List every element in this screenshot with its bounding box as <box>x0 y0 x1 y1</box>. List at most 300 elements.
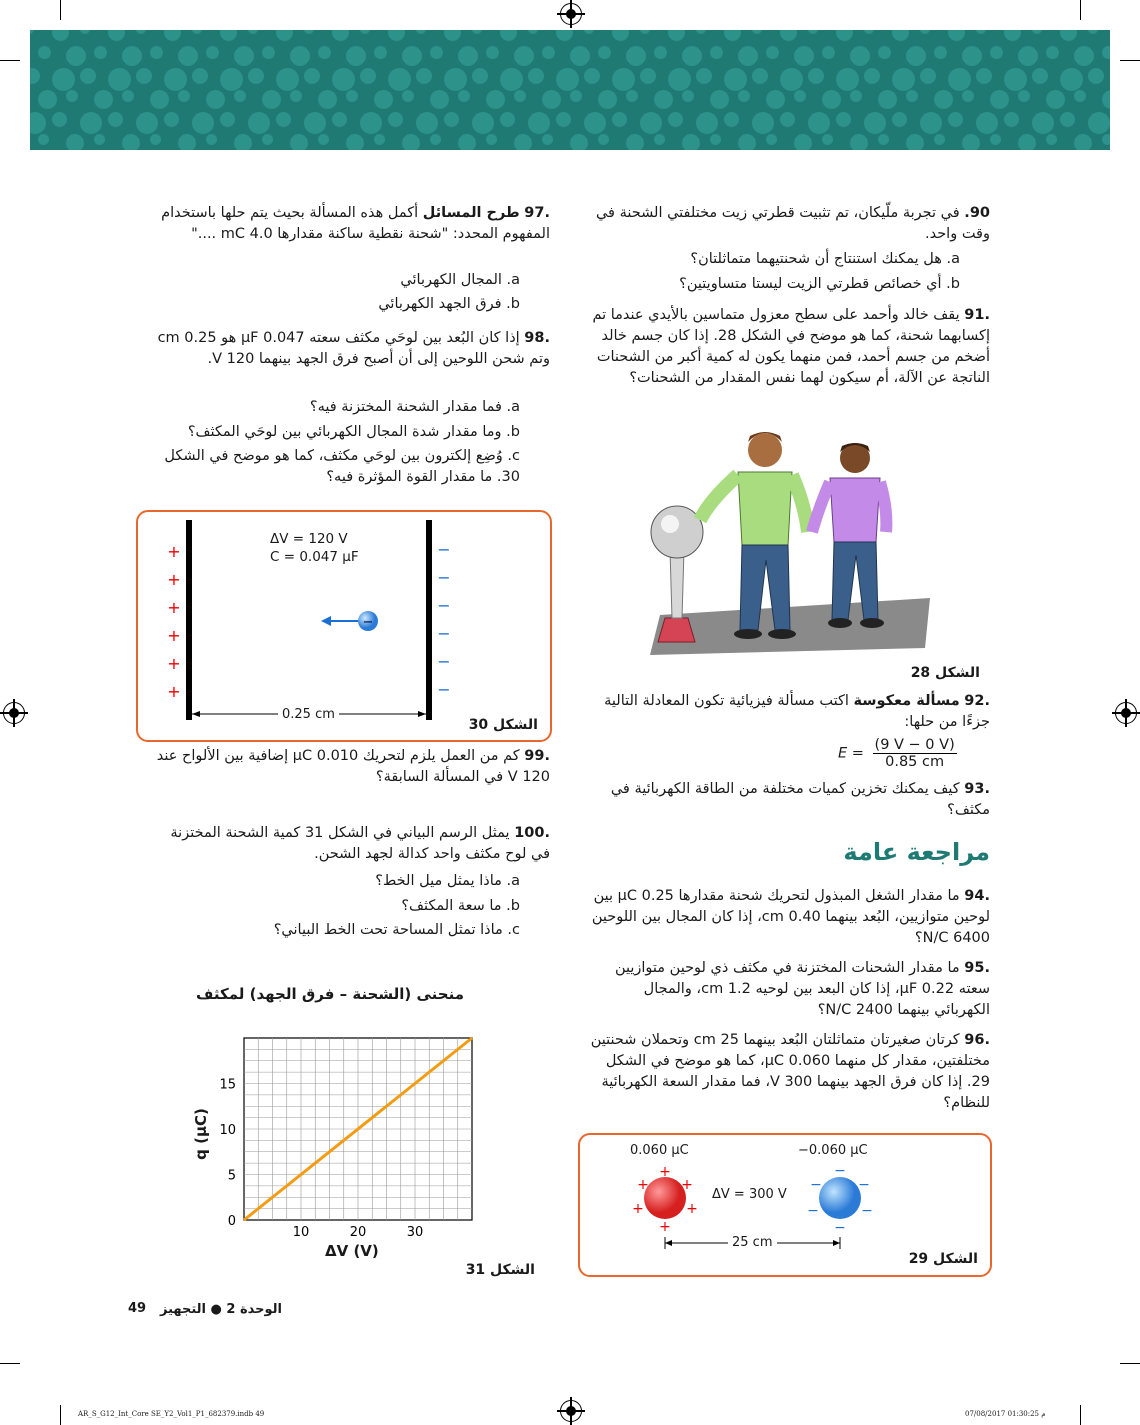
banner-dot <box>738 90 750 102</box>
equation-92: E = $\frac{(9 V - 0 V)}{0.85 cm}$ <box>838 737 955 770</box>
banner-dot <box>346 90 358 102</box>
banner-dot <box>1004 30 1021 41</box>
banner-dot <box>500 112 515 127</box>
crop-mark <box>1120 1363 1140 1364</box>
question-96: .96 كرتان صغيرتان متماثلتان البُعد بينهما 25 cm وتحملان شحنتين مختلفتين، مقدار كل منهما 0.060 μC، كما هو موضح في الشكل 29. إذا كان فرق الجهد بينهما 300 V، فما مقدار السعة الكهربائية للنظام؟ <box>590 1032 990 1111</box>
banner-dot <box>94 134 105 145</box>
banner-dot <box>52 68 75 91</box>
registration-mark-icon <box>560 1400 582 1422</box>
banner-dot <box>248 68 264 84</box>
banner-dot <box>192 112 214 134</box>
slug-file: AR_S_G12_Int_Core SE_Y2_Vol1_P1_682379.indb 49 <box>78 1410 265 1418</box>
banner-dot <box>696 68 712 84</box>
banner-dot <box>416 30 426 34</box>
figure-29-label: الشكل 29 <box>908 1251 978 1267</box>
banner-dot <box>136 112 158 134</box>
banner-dot <box>304 30 314 34</box>
banner-dot <box>640 68 656 84</box>
banner-dot <box>332 30 349 41</box>
banner-dot <box>248 112 270 134</box>
chart-ylabel: q (μC) <box>192 1108 210 1160</box>
banner-dot <box>598 90 617 109</box>
banner-dot <box>990 90 1009 109</box>
banner-dot <box>528 68 544 84</box>
banner-dot <box>1074 134 1092 150</box>
svg-text:−: − <box>834 1220 846 1233</box>
banner-dot <box>108 112 123 127</box>
banner-dot <box>444 30 461 41</box>
banner-dot <box>192 30 202 34</box>
banner-dot <box>766 46 779 59</box>
banner-dot <box>528 30 538 34</box>
banner-dot <box>150 90 169 109</box>
banner-dot <box>990 134 1001 145</box>
banner-dot <box>1032 68 1048 84</box>
banner-dot <box>500 68 523 91</box>
banner-dot <box>234 46 254 66</box>
charge-positive-label: 0.060 μC <box>630 1143 689 1158</box>
banner-dot <box>346 46 366 66</box>
banner-dot <box>1018 90 1030 102</box>
svg-text:+: + <box>167 570 181 589</box>
chart-xlabel: ΔV (V) <box>325 1242 379 1260</box>
banner-dot <box>472 112 494 134</box>
header-banner <box>30 30 1110 150</box>
question-97-a: a. المجال الكهربائي <box>400 272 520 288</box>
banner-dot <box>962 90 974 102</box>
y-tick-label: 0 <box>227 1214 236 1229</box>
svg-text:−: − <box>437 568 451 587</box>
banner-dot <box>206 134 217 145</box>
svg-text:−: − <box>437 652 451 671</box>
banner-dot <box>878 90 897 109</box>
banner-dot <box>304 68 320 84</box>
banner-dot <box>388 30 405 41</box>
banner-dot <box>556 30 573 41</box>
banner-dot <box>654 46 667 59</box>
banner-dot <box>360 30 370 34</box>
figure-30-dv: ΔV = 120 V <box>270 531 348 547</box>
banner-dot <box>388 68 411 91</box>
figure-29-dv: ΔV = 300 V <box>712 1187 787 1202</box>
banner-dot <box>850 134 868 150</box>
banner-dot <box>164 112 179 127</box>
banner-dot <box>80 30 90 34</box>
banner-dot <box>290 134 308 150</box>
banner-dot <box>794 134 812 150</box>
svg-text:+: + <box>167 542 181 561</box>
banner-dot <box>30 68 40 84</box>
banner-dot <box>332 112 347 127</box>
question-98-a: a. فما مقدار الشحنة المختزنة فيه؟ <box>309 399 520 415</box>
banner-dot <box>290 46 310 66</box>
banner-dot <box>192 68 208 84</box>
banner-dot <box>864 112 886 134</box>
banner-dot <box>220 68 243 91</box>
banner-dot <box>528 112 550 134</box>
banner-dot <box>38 46 51 59</box>
svg-text:+: + <box>632 1201 644 1217</box>
banner-dot <box>794 46 814 66</box>
banner-dot <box>682 90 694 102</box>
banner-dot <box>136 30 146 34</box>
dome-highlight <box>661 515 679 533</box>
banner-dot <box>598 134 609 145</box>
banner-dot <box>724 30 741 41</box>
registration-mark-icon <box>560 3 582 25</box>
crop-mark <box>1080 1405 1081 1425</box>
banner-dot <box>136 68 152 84</box>
banner-dot <box>724 112 739 127</box>
banner-dot <box>948 68 971 91</box>
banner-dot <box>374 134 385 145</box>
banner-dot <box>318 134 329 145</box>
question-100-a: a. ماذا يمثل ميل الخط؟ <box>375 873 520 889</box>
banner-dot <box>640 112 662 134</box>
page-number: 49 <box>128 1301 147 1316</box>
generator-column <box>670 550 684 618</box>
banner-dot <box>570 134 588 150</box>
banner-dot <box>836 68 859 91</box>
banner-dot <box>668 68 691 91</box>
question-90-a: a. هل يمكنك استنتاج أن شحنتيهما متماثلتان؟ <box>690 251 960 267</box>
banner-dot <box>626 134 644 150</box>
banner-dot <box>612 112 627 127</box>
question-92: .92 مسألة معكوسة اكتب مسألة فيزيائية تكون المعادلة التالية جزءًا من حلها: <box>604 693 990 730</box>
question-94: .94 ما مقدار الشغل المبذول لتحريك شحنة مقدارها 0.25 μC بين لوحين متوازيين، البُعد بينهما 0.40 cm، إذا كان المجال بين اللوحين 6400 N/C؟ <box>591 888 990 946</box>
banner-dot <box>430 46 443 59</box>
banner-dot <box>626 46 646 66</box>
negative-sphere <box>819 1177 861 1219</box>
banner-dot <box>556 112 571 127</box>
banner-dot <box>402 46 422 66</box>
banner-dot <box>234 90 246 102</box>
banner-dot <box>374 90 393 109</box>
banner-dot <box>542 46 555 59</box>
banner-dot <box>500 30 517 41</box>
banner-dot <box>164 68 187 91</box>
figure-29-distance: 25 cm <box>728 1235 777 1250</box>
svg-text:+: + <box>659 1164 671 1180</box>
y-tick-label: 5 <box>227 1168 236 1184</box>
figure-28-label: الشكل 28 <box>910 665 980 681</box>
question-100-b: b. ما سعة المكثف؟ <box>401 898 520 914</box>
question-100: .100 يمثل الرسم البياني في الشكل 31 كمية الشحنة المختزنة في لوح مكثف واحد كدالة لجهد الشحن. <box>170 825 550 862</box>
banner-dot <box>164 30 181 41</box>
banner-dot <box>598 46 611 59</box>
svg-text:+: + <box>167 626 181 645</box>
svg-text:+: + <box>681 1177 693 1193</box>
banner-dot <box>444 112 459 127</box>
banner-dot <box>220 112 235 127</box>
banner-dot <box>402 90 414 102</box>
banner-dot <box>920 68 936 84</box>
banner-dot <box>906 90 918 102</box>
banner-dot <box>1046 90 1065 109</box>
banner-dot <box>486 46 499 59</box>
slug-date: 07/08/2017 01:30:25 م <box>965 1410 1046 1418</box>
banner-dot <box>1060 112 1075 127</box>
banner-dot <box>626 90 638 102</box>
banner-dot <box>332 68 355 91</box>
banner-dot <box>682 46 702 66</box>
charge-negative-label: −0.060 μC <box>798 1143 868 1158</box>
banner-dot <box>892 68 915 91</box>
banner-dot <box>248 30 258 34</box>
question-91: .91 يقف خالد وأحمد على سطح معزول متماسين بالأيدي عندما تم إكسابهما شحنة، كما هو موضح في الشكل 28. إذا كان جسم خالد أضخم من جسم أحمد، فمن منهما يكون له كمية أكبر من الشحنات الناتجة عن الآلة، أم سيكون لهما نفس المقدار من الشحنات؟ <box>592 307 990 386</box>
banner-dot <box>318 90 337 109</box>
banner-dot <box>388 112 403 127</box>
svg-text:−: − <box>437 624 451 643</box>
banner-dot <box>906 134 924 150</box>
banner-dot <box>472 30 482 34</box>
banner-dot <box>696 112 718 134</box>
banner-dot <box>80 112 102 134</box>
banner-dot <box>66 46 86 66</box>
banner-dot <box>430 90 449 109</box>
banner-dot <box>808 68 824 84</box>
banner-dot <box>822 90 841 109</box>
banner-dot <box>948 30 965 41</box>
banner-dot <box>66 90 78 102</box>
banner-dot <box>1088 112 1110 134</box>
svg-text:−: − <box>834 1163 846 1179</box>
banner-dot <box>150 134 161 145</box>
banner-dot <box>360 112 382 134</box>
svg-text:−: − <box>362 615 374 630</box>
figure-30-distance: 0.25 cm <box>278 707 339 722</box>
svg-text:−: − <box>437 680 451 699</box>
banner-dot <box>878 134 889 145</box>
question-97: .97 طرح المسائل أكمل هذه المسألة بحيث يتم حلها باستخدام المفهوم المحدد: "شحنة نقطية ساكنة مقدارها 4.0 mC ...." <box>161 205 550 242</box>
banner-dot <box>458 46 478 66</box>
banner-dot <box>752 30 762 34</box>
registration-mark-icon <box>3 702 25 724</box>
banner-dot <box>94 90 113 109</box>
figure-31-chart <box>180 1020 500 1270</box>
generator-dome <box>651 506 703 558</box>
banner-dot <box>1018 46 1038 66</box>
banner-dot <box>1032 112 1054 134</box>
banner-dot <box>276 68 299 91</box>
banner-dot <box>234 134 252 150</box>
banner-dot <box>1046 134 1057 145</box>
y-tick-label: 15 <box>219 1077 236 1093</box>
section-title: مراجعة عامة <box>843 838 990 866</box>
banner-dot <box>738 134 756 150</box>
svg-text:−: − <box>861 1203 873 1219</box>
banner-dot <box>514 46 534 66</box>
banner-dot <box>906 46 926 66</box>
svg-text:+: + <box>637 1177 649 1193</box>
banner-dot <box>878 46 891 59</box>
banner-dot <box>318 46 331 59</box>
question-97-b: b. فرق الجهد الكهربائي <box>378 296 520 312</box>
banner-dot <box>542 134 553 145</box>
banner-dot <box>416 68 432 84</box>
banner-dot <box>360 68 376 84</box>
banner-dot <box>276 112 291 127</box>
banner-dot <box>864 68 880 84</box>
x-tick-label: 20 <box>349 1225 367 1240</box>
boy-head <box>748 433 782 467</box>
generator-base <box>658 618 695 642</box>
banner-dot <box>808 112 830 134</box>
banner-dot <box>668 30 685 41</box>
banner-dot <box>710 90 729 109</box>
banner-dot <box>612 68 635 91</box>
figure-30-capacitance: C = 0.047 μF <box>270 549 359 565</box>
registration-mark-icon <box>1115 702 1137 724</box>
banner-dot <box>556 68 579 91</box>
banner-dot <box>94 46 107 59</box>
banner-dot <box>402 134 420 150</box>
banner-dot <box>206 46 219 59</box>
banner-dot <box>220 30 237 41</box>
banner-dot <box>374 46 387 59</box>
banner-dot <box>990 46 1003 59</box>
banner-dot <box>976 30 986 34</box>
banner-dot <box>486 90 505 109</box>
banner-dot <box>458 134 476 150</box>
crop-mark <box>1080 0 1081 20</box>
banner-dot <box>948 112 963 127</box>
banner-dot <box>710 134 721 145</box>
question-90-b: b. أي خصائص قطرتي الزيت ليستا متساويتين؟ <box>679 276 960 292</box>
banner-dot <box>1102 46 1110 59</box>
question-95: .95 ما مقدار الشحنات المختزنة في مكثف ذي لوحين متوازيين سعته 0.22 μF، إذا كان البعد بين لوحيه 1.2 cm، والمجال الكهربائي بينهما 2400 N/C؟ <box>614 960 990 1018</box>
banner-dot <box>458 90 470 102</box>
banner-dot <box>1060 30 1077 41</box>
banner-dot <box>640 30 650 34</box>
boy2-shirt <box>830 478 880 542</box>
y-tick-label: 10 <box>219 1123 236 1138</box>
banner-dot <box>668 112 683 127</box>
banner-dot <box>1074 46 1094 66</box>
banner-dot <box>108 68 131 91</box>
banner-dot <box>290 90 302 102</box>
banner-dot <box>444 68 467 91</box>
banner-dot <box>38 134 49 145</box>
banner-dot <box>780 68 803 91</box>
banner-dot <box>822 134 833 145</box>
question-93: .93 كيف يمكنك تخزين كميات مختلفة من الطاقة الكهربائية في مكثف؟ <box>610 781 990 818</box>
banner-dot <box>122 134 140 150</box>
positive-plate <box>186 520 192 720</box>
banner-dot <box>780 112 795 127</box>
figure-30-label: الشكل 30 <box>468 717 538 733</box>
figure-30-box <box>136 510 552 742</box>
banner-dot <box>836 112 851 127</box>
question-98-b: b. وما مقدار شدة المجال الكهربائي بين لوحَي المكثف؟ <box>187 424 520 440</box>
svg-text:+: + <box>686 1201 698 1217</box>
banner-dot <box>584 30 594 34</box>
crop-mark <box>60 0 61 20</box>
banner-dot <box>1102 134 1110 145</box>
svg-text:−: − <box>858 1177 870 1193</box>
crop-mark <box>1120 60 1140 61</box>
banner-dot <box>430 134 441 145</box>
banner-dot <box>892 112 907 127</box>
banner-dot <box>612 30 629 41</box>
banner-dot <box>570 46 590 66</box>
x-tick-label: 10 <box>292 1225 310 1240</box>
banner-dot <box>52 112 67 127</box>
banner-dot <box>1102 90 1110 109</box>
svg-text:−: − <box>807 1203 819 1219</box>
boy-shirt <box>738 472 792 545</box>
banner-dot <box>122 46 142 66</box>
banner-dot <box>262 134 273 145</box>
banner-dot <box>822 46 835 59</box>
banner-dot <box>276 30 293 41</box>
svg-text:+: + <box>167 654 181 673</box>
banner-dot <box>1032 30 1042 34</box>
banner-dot <box>584 68 600 84</box>
chapter-footer: الوحدة 2 ● التجهيز <box>160 1302 283 1317</box>
banner-dot <box>30 112 46 134</box>
banner-dot <box>1088 30 1098 34</box>
crop-mark <box>0 1363 20 1364</box>
banner-dot <box>514 134 532 150</box>
question-100-c: c. ماذا تمثل المساحة تحت الخط البياني؟ <box>273 922 520 938</box>
banner-dot <box>178 46 198 66</box>
banner-dot <box>752 68 768 84</box>
banner-dot <box>262 90 281 109</box>
banner-dot <box>52 30 69 41</box>
figure-29-box <box>578 1133 992 1277</box>
banner-dot <box>542 90 561 109</box>
banner-dot <box>30 30 34 34</box>
crop-mark <box>0 60 20 61</box>
banner-dot <box>864 30 874 34</box>
x-tick-label: 30 <box>406 1225 424 1240</box>
banner-dot <box>976 68 992 84</box>
banner-dot <box>682 134 700 150</box>
banner-dot <box>892 30 909 41</box>
banner-dot <box>850 46 870 66</box>
banner-dot <box>570 90 582 102</box>
question-98: .98 إذا كان البُعد بين لوحَي مكثف سعته 0.047 μF هو 0.25 cm وتم شحن اللوحين إلى أن أصبح فرق الجهد بينهما 120 V. <box>157 330 550 367</box>
banner-dot <box>584 112 606 134</box>
chart-title: منحنى (الشحنة – فرق الجهد) لمكثف <box>195 985 465 1003</box>
banner-dot <box>1074 90 1086 102</box>
banner-dot <box>1046 46 1059 59</box>
banner-dot <box>920 112 942 134</box>
banner-dot <box>794 90 806 102</box>
banner-dot <box>920 30 930 34</box>
crop-mark <box>60 1405 61 1425</box>
figure-30-values <box>270 530 359 566</box>
banner-dot <box>766 134 777 145</box>
banner-dot <box>934 134 945 145</box>
banner-dot <box>486 134 497 145</box>
banner-dot <box>416 112 438 134</box>
figure-28-illustration <box>630 420 960 660</box>
negative-plate <box>426 520 432 720</box>
figure-31-label: الشكل 31 <box>465 1262 535 1278</box>
banner-dot <box>66 134 84 150</box>
banner-dot <box>122 90 134 102</box>
banner-dot <box>850 90 862 102</box>
banner-dot <box>696 30 706 34</box>
banner-dot <box>808 30 818 34</box>
banner-dot <box>738 46 758 66</box>
banner-dot <box>654 134 665 145</box>
banner-dot <box>934 90 953 109</box>
banner-dot <box>836 30 853 41</box>
banner-dot <box>1060 68 1083 91</box>
